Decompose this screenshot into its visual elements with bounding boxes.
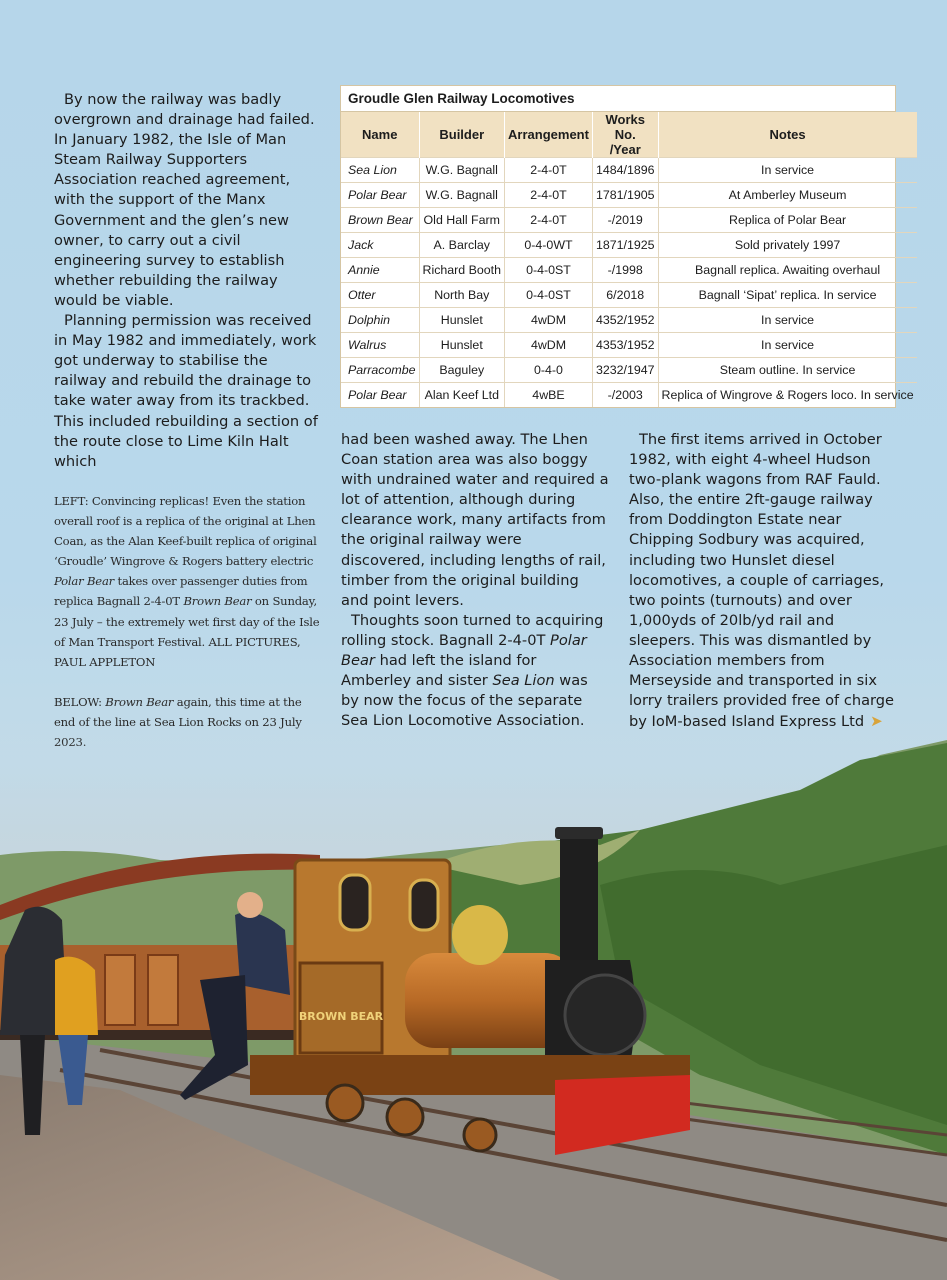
carriage-panel <box>105 955 135 1025</box>
table-row <box>341 283 917 308</box>
table-row <box>341 208 917 233</box>
table-row <box>341 333 917 358</box>
wheel <box>327 1085 363 1121</box>
carriage-panel <box>148 955 178 1025</box>
paragraph: Thoughts soon turned to acquiring rolling stock. Bagnall 2-4-0T Polar Bear had left the island for Amberley and sister Sea Lion was by now the focus of the separate Sea Lion Locomotive Association. <box>341 611 604 730</box>
cell-name: Dolphin <box>341 308 419 333</box>
smokebox-door <box>565 975 645 1055</box>
cell-works: -/2003 <box>592 383 658 408</box>
brass-dome <box>452 905 508 965</box>
paragraph: The first items arrived in October 1982, with eight 4-wheel Hudson two-plank wagons from RAF Fauld. Also, the entire 2ft-gauge railway from Doddington Estate near Chipping Sodbury was acquired, including two Hunslet diesel locomotives, a couple of carriages, two points (turnouts) and over 1,000yds of 20lb/yd rail and sleepers. This was dismantled by Association members from Merseyside and transported in six lorry trailers provided free of charge by IoM-based Island Express Ltd ➤ <box>629 431 895 731</box>
table-row <box>341 308 917 333</box>
table-row <box>341 358 917 383</box>
cell-arrangement: 0-4-0ST <box>505 258 593 283</box>
tank-panel <box>300 963 382 1053</box>
cell-arrangement: 2-4-0T <box>505 158 593 183</box>
table-row <box>341 183 917 208</box>
cell-arrangement: 0-4-0WT <box>505 233 593 258</box>
cell-notes: Bagnall ‘Sipat’ replica. In service <box>658 283 917 308</box>
cell-name: Polar Bear <box>341 383 419 408</box>
cell-name: Otter <box>341 283 419 308</box>
article-column-2 <box>341 430 609 731</box>
cell-notes: In service <box>658 333 917 358</box>
continue-arrow-icon: ➤ <box>870 712 883 731</box>
cell-builder: North Bay <box>419 283 505 308</box>
table-row <box>341 258 917 283</box>
cab-window <box>340 875 370 930</box>
cell-builder: W.G. Bagnall <box>419 183 505 208</box>
column-header: Notes <box>658 112 917 158</box>
cell-arrangement: 0-4-0 <box>505 358 593 383</box>
column-header: Arrangement <box>505 112 593 158</box>
cell-arrangement: 2-4-0T <box>505 208 593 233</box>
cell-works: -/1998 <box>592 258 658 283</box>
locomotives-table <box>340 85 914 408</box>
column-header: Works No. /Year <box>592 112 658 158</box>
cell-notes: Replica of Wingrove & Rogers loco. In service <box>658 383 917 408</box>
wheel <box>464 1119 496 1151</box>
cell-arrangement: 4wDM <box>505 333 593 358</box>
cell-works: 3232/1947 <box>592 358 658 383</box>
column-header: Builder <box>419 112 505 158</box>
cell-name: Annie <box>341 258 419 283</box>
wheel <box>387 1099 423 1135</box>
cell-arrangement: 4wBE <box>505 383 593 408</box>
cell-works: 1871/1925 <box>592 233 658 258</box>
paragraph: Planning permission was received in May 1982 and immediately, work got underway to stabilise the railway and rebuild the drainage to take water away from its trackbed. This included rebuilding a section of the route close to Lime Kiln Halt which <box>54 312 318 470</box>
cell-builder: Alan Keef Ltd <box>419 383 505 408</box>
cell-arrangement: 2-4-0T <box>505 183 593 208</box>
column-header: Name <box>341 112 419 158</box>
table-row <box>341 233 917 258</box>
cell-builder: Richard Booth <box>419 258 505 283</box>
cell-notes: Sold privately 1997 <box>658 233 917 258</box>
article-column-3 <box>629 430 899 732</box>
cell-builder: Hunslet <box>419 333 505 358</box>
cell-works: 4353/1952 <box>592 333 658 358</box>
cell-works: 4352/1952 <box>592 308 658 333</box>
cell-name: Sea Lion <box>341 158 419 183</box>
cell-name: Jack <box>341 233 419 258</box>
cell-notes: Replica of Polar Bear <box>658 208 917 233</box>
cell-notes: In service <box>658 308 917 333</box>
cell-builder: Hunslet <box>419 308 505 333</box>
paragraph: had been washed away. The Lhen Coan station area was also boggy with undrained water and required a lot of attention, although during clearance work, many artifacts from the original railway were discovered, including lengths of rail, timber from the original building and point levers. <box>341 431 609 609</box>
cell-arrangement: 0-4-0ST <box>505 283 593 308</box>
loco-chimney <box>560 835 598 965</box>
photo-caption-below: BELOW: Brown Bear again, this time at the end of the line at Sea Lion Rocks on 23 July <box>54 695 302 730</box>
cell-works: -/2019 <box>592 208 658 233</box>
chimney-cap <box>555 827 603 839</box>
cab-window <box>410 880 438 930</box>
cell-works: 6/2018 <box>592 283 658 308</box>
cell-works: 1781/1905 <box>592 183 658 208</box>
table-header-row <box>341 112 917 158</box>
cell-notes: At Amberley Museum <box>658 183 917 208</box>
table-row <box>341 158 917 183</box>
cell-builder: W.G. Bagnall <box>419 158 505 183</box>
table-row <box>341 383 917 408</box>
cell-works: 1484/1896 <box>592 158 658 183</box>
photo-caption-left: LEFT: Convincing replicas! Even the station overall roof is a replica of the original at Lhen Coan, as the Alan Keef-built replica of original ‘Groudle’ Wingrove & Rogers battery electric Polar Bear takes over passenger duties from replica Bagnall 2-4-0T Brown Bear on Sunday, 23 July – the extremely wet first day of the Isle of Man Transport Festival. ALL PICTURES, PAUL APPLETON <box>54 494 320 669</box>
cell-builder: Old Hall Farm <box>419 208 505 233</box>
locomotive-photo <box>0 735 947 1280</box>
paragraph: By now the railway was badly overgrown and drainage had failed. In January 1982, the Isle of Man Steam Railway Supporters Association reached agreement, with the support of the Manx Government and the glen’s new owner, to carry out a civil engineering survey to establish whether rebuilding the railway would be viable. <box>54 91 315 309</box>
cell-name: Brown Bear <box>341 208 419 233</box>
cell-builder: Baguley <box>419 358 505 383</box>
cell-notes: In service <box>658 158 917 183</box>
cell-name: Polar Bear <box>341 183 419 208</box>
crew-head <box>237 892 263 918</box>
table-title: Groudle Glen Railway Locomotives <box>341 86 895 112</box>
cell-arrangement: 4wDM <box>505 308 593 333</box>
cell-name: Parracombe <box>341 358 419 383</box>
person <box>55 957 98 1035</box>
article-column-1 <box>54 90 320 472</box>
cell-notes: Steam outline. In service <box>658 358 917 383</box>
loco-nameplate: BROWN BEAR <box>298 1010 384 1023</box>
cell-name: Walrus <box>341 333 419 358</box>
cell-builder: A. Barclay <box>419 233 505 258</box>
cell-notes: Bagnall replica. Awaiting overhaul <box>658 258 917 283</box>
